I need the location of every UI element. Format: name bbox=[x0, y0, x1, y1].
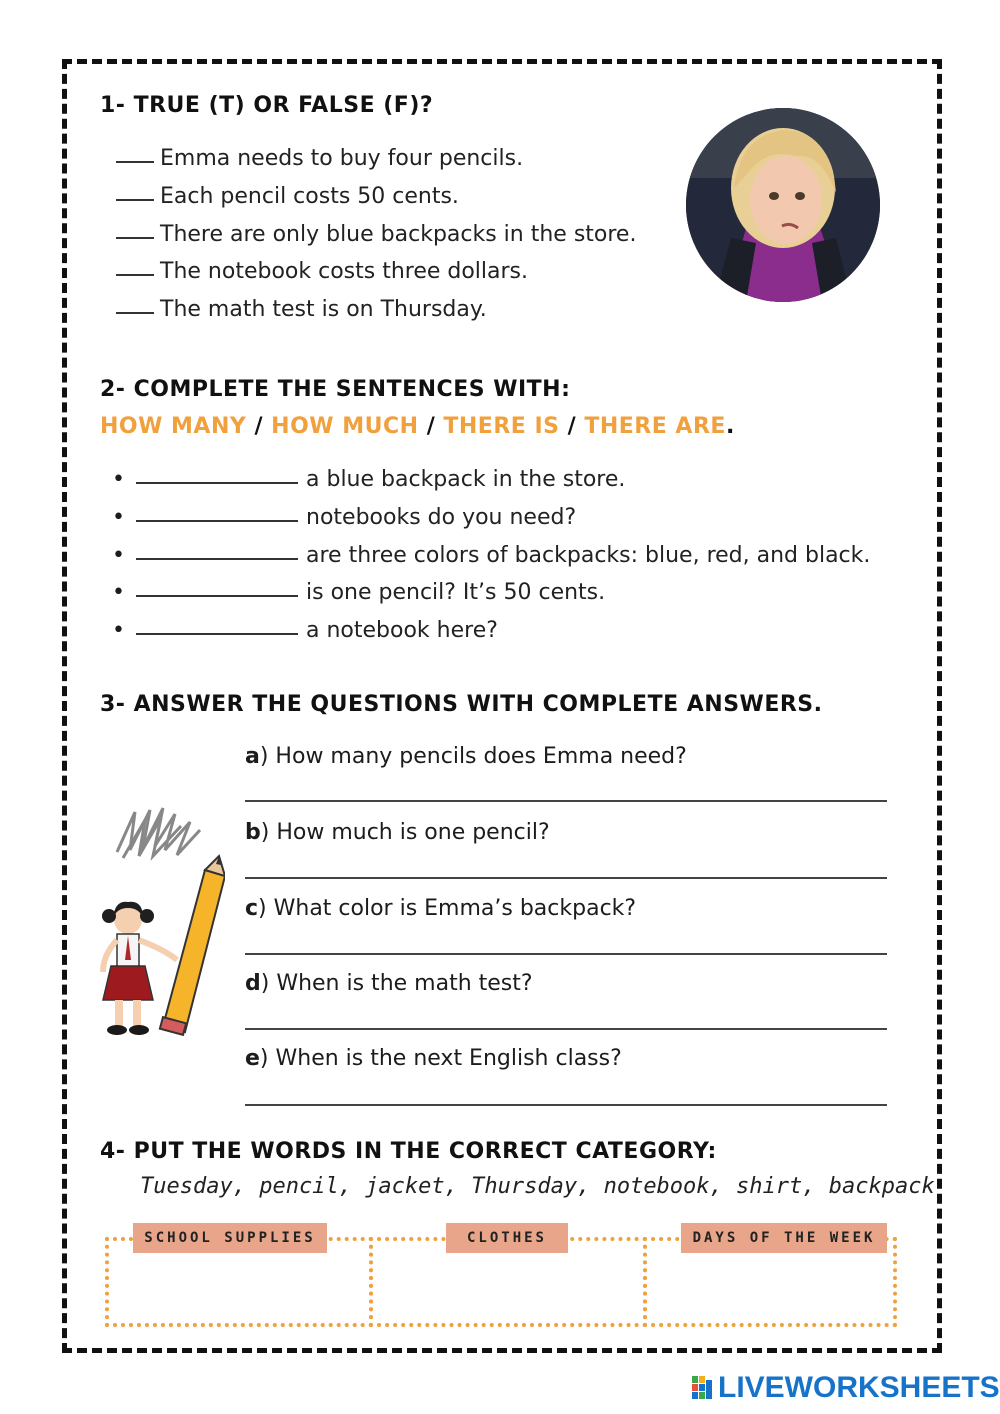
fill-blank[interactable] bbox=[136, 482, 298, 484]
option-there-are: THERE ARE bbox=[584, 414, 726, 439]
section1-heading: 1- TRUE (T) OR FALSE (F)? bbox=[100, 93, 434, 118]
bullet: • bbox=[112, 543, 125, 568]
brand-name: LIVEWORKSHEETS bbox=[718, 1371, 1000, 1404]
option-there-is: THERE IS bbox=[443, 414, 560, 439]
tf-answer-blank[interactable] bbox=[116, 237, 154, 239]
tf-item-1: Emma needs to buy four pencils. bbox=[116, 146, 523, 171]
tf-item-2: Each pencil costs 50 cents. bbox=[116, 184, 459, 209]
bullet: • bbox=[112, 505, 125, 530]
fill-blank[interactable] bbox=[136, 520, 298, 522]
pencil-icon bbox=[160, 856, 225, 1035]
tf-answer-blank[interactable] bbox=[116, 274, 154, 276]
answer-line-c[interactable] bbox=[245, 953, 887, 955]
bullet: • bbox=[112, 467, 125, 492]
section2-heading: 2- COMPLETE THE SENTENCES WITH: bbox=[100, 377, 571, 402]
liveworksheets-mark-icon bbox=[692, 1374, 714, 1402]
bullet: • bbox=[112, 618, 125, 643]
answer-line-b[interactable] bbox=[245, 877, 887, 879]
fill-item-1: a blue backpack in the store. bbox=[136, 467, 625, 492]
tf-item-3: There are only blue backpacks in the store. bbox=[116, 222, 636, 247]
question-a: a) How many pencils does Emma need? bbox=[245, 744, 687, 769]
tf-item-5: The math test is on Thursday. bbox=[116, 297, 487, 322]
bullet: • bbox=[112, 580, 125, 605]
tf-answer-blank[interactable] bbox=[116, 199, 154, 201]
girl-with-pencil-illustration bbox=[95, 800, 225, 1045]
tf-item-4: The notebook costs three dollars. bbox=[116, 259, 528, 284]
fill-item-3: are three colors of backpacks: blue, red, and black. bbox=[136, 543, 870, 568]
fill-item-5: a notebook here? bbox=[136, 618, 498, 643]
fill-item-4: is one pencil? It’s 50 cents. bbox=[136, 580, 605, 605]
answer-line-e[interactable] bbox=[245, 1104, 887, 1106]
fill-blank[interactable] bbox=[136, 558, 298, 560]
scribble-icon bbox=[117, 808, 200, 858]
question-e: e) When is the next English class? bbox=[245, 1046, 622, 1071]
separator: / bbox=[418, 414, 444, 439]
fill-blank[interactable] bbox=[136, 633, 298, 635]
option-how-many: HOW MANY bbox=[100, 414, 247, 439]
tf-answer-blank[interactable] bbox=[116, 312, 154, 314]
category-label-clothes: CLOTHES bbox=[446, 1223, 568, 1253]
category-label-days: DAYS OF THE WEEK bbox=[681, 1223, 887, 1253]
separator: / bbox=[559, 414, 585, 439]
tf-answer-blank[interactable] bbox=[116, 161, 154, 163]
liveworksheets-logo bbox=[692, 1370, 1000, 1406]
separator: / bbox=[246, 414, 272, 439]
answer-line-d[interactable] bbox=[245, 1028, 887, 1030]
period: . bbox=[725, 414, 735, 439]
girl-photo bbox=[686, 108, 880, 302]
fill-item-2: notebooks do you need? bbox=[136, 505, 576, 530]
section2-options bbox=[100, 414, 735, 439]
question-b: b) How much is one pencil? bbox=[245, 820, 550, 845]
option-how-much: HOW MUCH bbox=[271, 414, 419, 439]
question-d: d) When is the math test? bbox=[245, 971, 533, 996]
section4-heading: 4- PUT THE WORDS IN THE CORRECT CATEGORY: bbox=[100, 1139, 717, 1164]
category-label-school-supplies: SCHOOL SUPPLIES bbox=[133, 1223, 327, 1253]
section3-heading: 3- ANSWER THE QUESTIONS WITH COMPLETE ANSWERS. bbox=[100, 692, 823, 717]
answer-line-a[interactable] bbox=[245, 800, 887, 802]
fill-blank[interactable] bbox=[136, 595, 298, 597]
question-c: c) What color is Emma’s backpack? bbox=[245, 896, 637, 921]
word-bank: Tuesday, pencil, jacket, Thursday, notebook, shirt, backpack bbox=[140, 1174, 935, 1199]
